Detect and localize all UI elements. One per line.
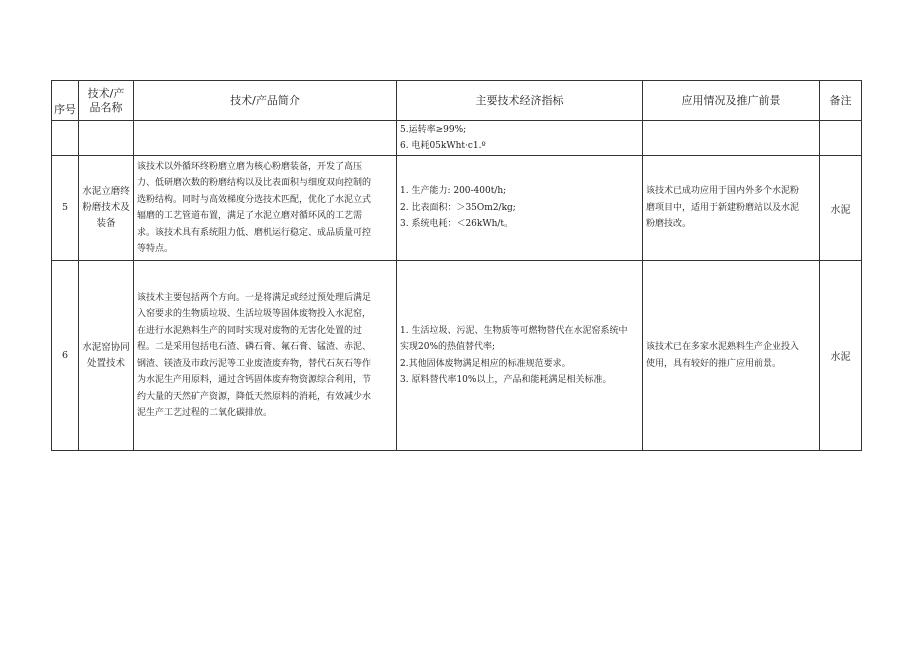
header-remark: 备注 — [820, 81, 862, 121]
row-remark: 水泥 — [820, 156, 862, 261]
row-intro: 该技术以外循环终粉磨立磨为核心粉磨装备，开发了高压 力、低研磨次数的粉磨结构以及比表面积与细度双向控制的 选粉结构。同时与高效梯度分选技术匹配，优化了水泥立式 辐磨的工艺管道布置，满足了水泥立磨对循环风的工艺需 求。该技术具有系统阻力低、磨机运行稳定、成品质量可控 等特点。 — [134, 156, 397, 261]
row-name: 水泥窑协同 处置技术 — [79, 261, 134, 451]
table-row — [52, 156, 862, 261]
cont-intro — [134, 121, 397, 156]
cont-indicators — [397, 121, 643, 156]
row-application: 该技术已成功应用于国内外多个水泥粉 磨项目中，适用于新建粉磨站以及水泥 粉磨技改。 — [643, 156, 820, 261]
table-row-continuation — [52, 121, 862, 156]
table-row — [52, 261, 862, 451]
header-name: 技术/产品名称 — [79, 81, 134, 121]
cont-seq — [52, 121, 79, 156]
row-seq: 6 — [52, 261, 79, 451]
row-indicators: 1. 生活垃圾、污泥、生物质等可燃物替代在水泥窑系统中 实现20%的热值替代率; 2.其他固体废物满足相应的标准规范要求。 3. 原料替代率10%以上，产品和能耗满足相关标准。 — [397, 261, 643, 451]
row-name: 水泥立磨终 粉磨技术及 装备 — [79, 156, 134, 261]
indicator-line: 6. 电耗05kWht·c1.º — [400, 141, 486, 151]
header-row — [52, 81, 862, 121]
row-application: 该技术已在多家水泥熟料生产企业投入 使用，具有较好的推广应用前景。 — [643, 261, 820, 451]
technology-table — [51, 80, 862, 451]
row-remark: 水泥 — [820, 261, 862, 451]
row-intro: 该技术主要包括两个方向。一是将满足或经过预处理后满足 入窑要求的生物质垃圾、生活垃圾等固体废物投入水泥窑， 在进行水泥熟料生产的同时实现对废物的无害化处置的过 程。二是采用包括电石渣、磷石膏、氟石膏、锰渣、赤泥、 钢渣、镁渣及市政污泥等工业废渣废弃物，替代石灰石等作 为水泥生产用原料，通过含钙固体废弃物资源综合利用，节 约大量的天然矿产资源，降低天然原料的消耗，有效减少水 泥生产工艺过程的二氧化碳排放。 — [134, 261, 397, 451]
header-indicators: 主要技术经济指标 — [397, 81, 643, 121]
row-seq: 5 — [52, 156, 79, 261]
row-indicators: 1. 生产能力: 200-400t/h; 2. 比表面积：＞35Om2/kg; 3. 系统电耗：＜26kWh/t。 — [397, 156, 643, 261]
header-seq: 序号 — [52, 81, 79, 121]
header-intro: 技术/产品简介 — [134, 81, 397, 121]
cont-remark — [820, 121, 862, 156]
header-application: 应用情况及推广前景 — [643, 81, 820, 121]
indicator-line: 5.运转率≥99%; — [400, 124, 467, 135]
cont-name — [79, 121, 134, 156]
cont-application — [643, 121, 820, 156]
